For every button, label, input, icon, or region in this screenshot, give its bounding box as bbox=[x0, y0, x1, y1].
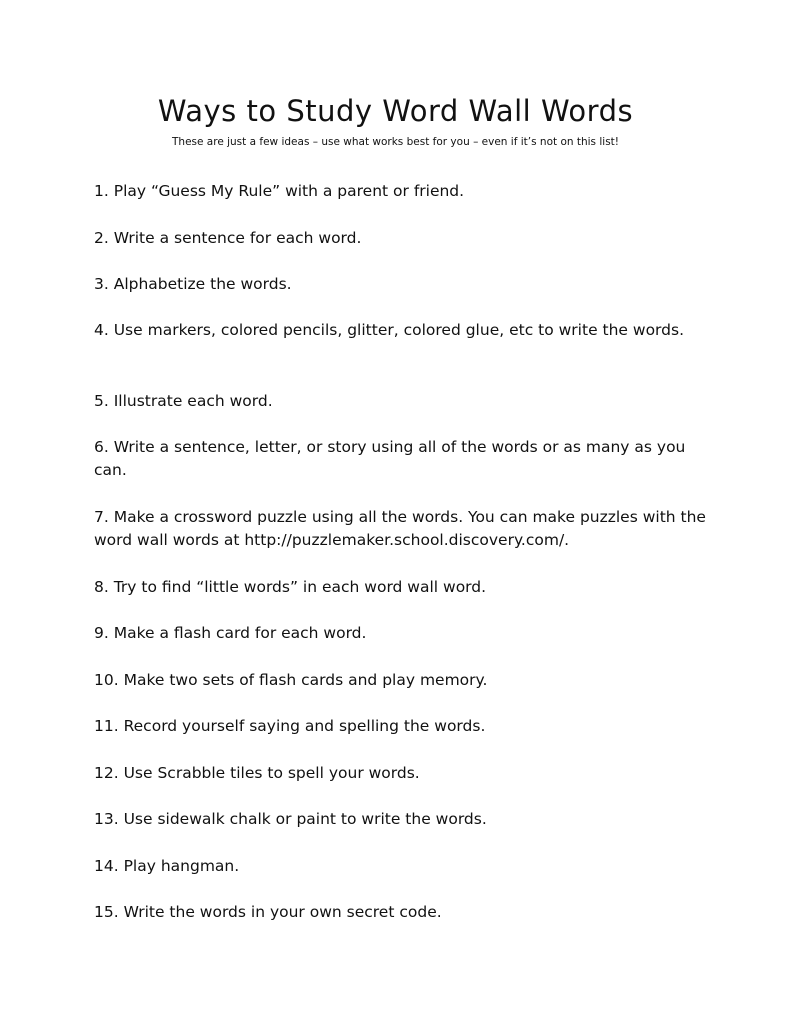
page-title: Ways to Study Word Wall Words bbox=[157, 94, 634, 128]
page-subtitle: These are just a few ideas – use what works best for you – even if it’s not on this list! bbox=[172, 136, 619, 148]
list-item: 7. Make a crossword puzzle using all the words. You can make puzzles with the word wall words at http://puzzlemaker.school.discovery.com/. bbox=[94, 508, 706, 549]
list-item: 11. Record yourself saying and spelling the words. bbox=[94, 717, 486, 735]
list-item: 9. Make a flash card for each word. bbox=[94, 624, 367, 642]
list-item: 6. Write a sentence, letter, or story using all of the words or as many as you can. bbox=[94, 438, 686, 479]
list-item: 15. Write the words in your own secret code. bbox=[94, 903, 442, 921]
list-item: 12. Use Scrabble tiles to spell your words. bbox=[94, 764, 420, 782]
list-item: 13. Use sidewalk chalk or paint to write the words. bbox=[94, 810, 487, 828]
list-item: 2. Write a sentence for each word. bbox=[94, 229, 362, 247]
list-item: 10. Make two sets of flash cards and play memory. bbox=[94, 671, 488, 689]
list-item: 3. Alphabetize the words. bbox=[94, 275, 292, 293]
list-item: 8. Try to find “little words” in each word wall word. bbox=[94, 578, 487, 596]
list-item: 4. Use markers, colored pencils, glitter, colored glue, etc to write the words. bbox=[94, 321, 684, 339]
list-item: 5. Illustrate each word. bbox=[94, 392, 273, 410]
list-item: 1. Play “Guess My Rule” with a parent or friend. bbox=[94, 182, 465, 200]
list-item: 14. Play hangman. bbox=[94, 857, 240, 875]
